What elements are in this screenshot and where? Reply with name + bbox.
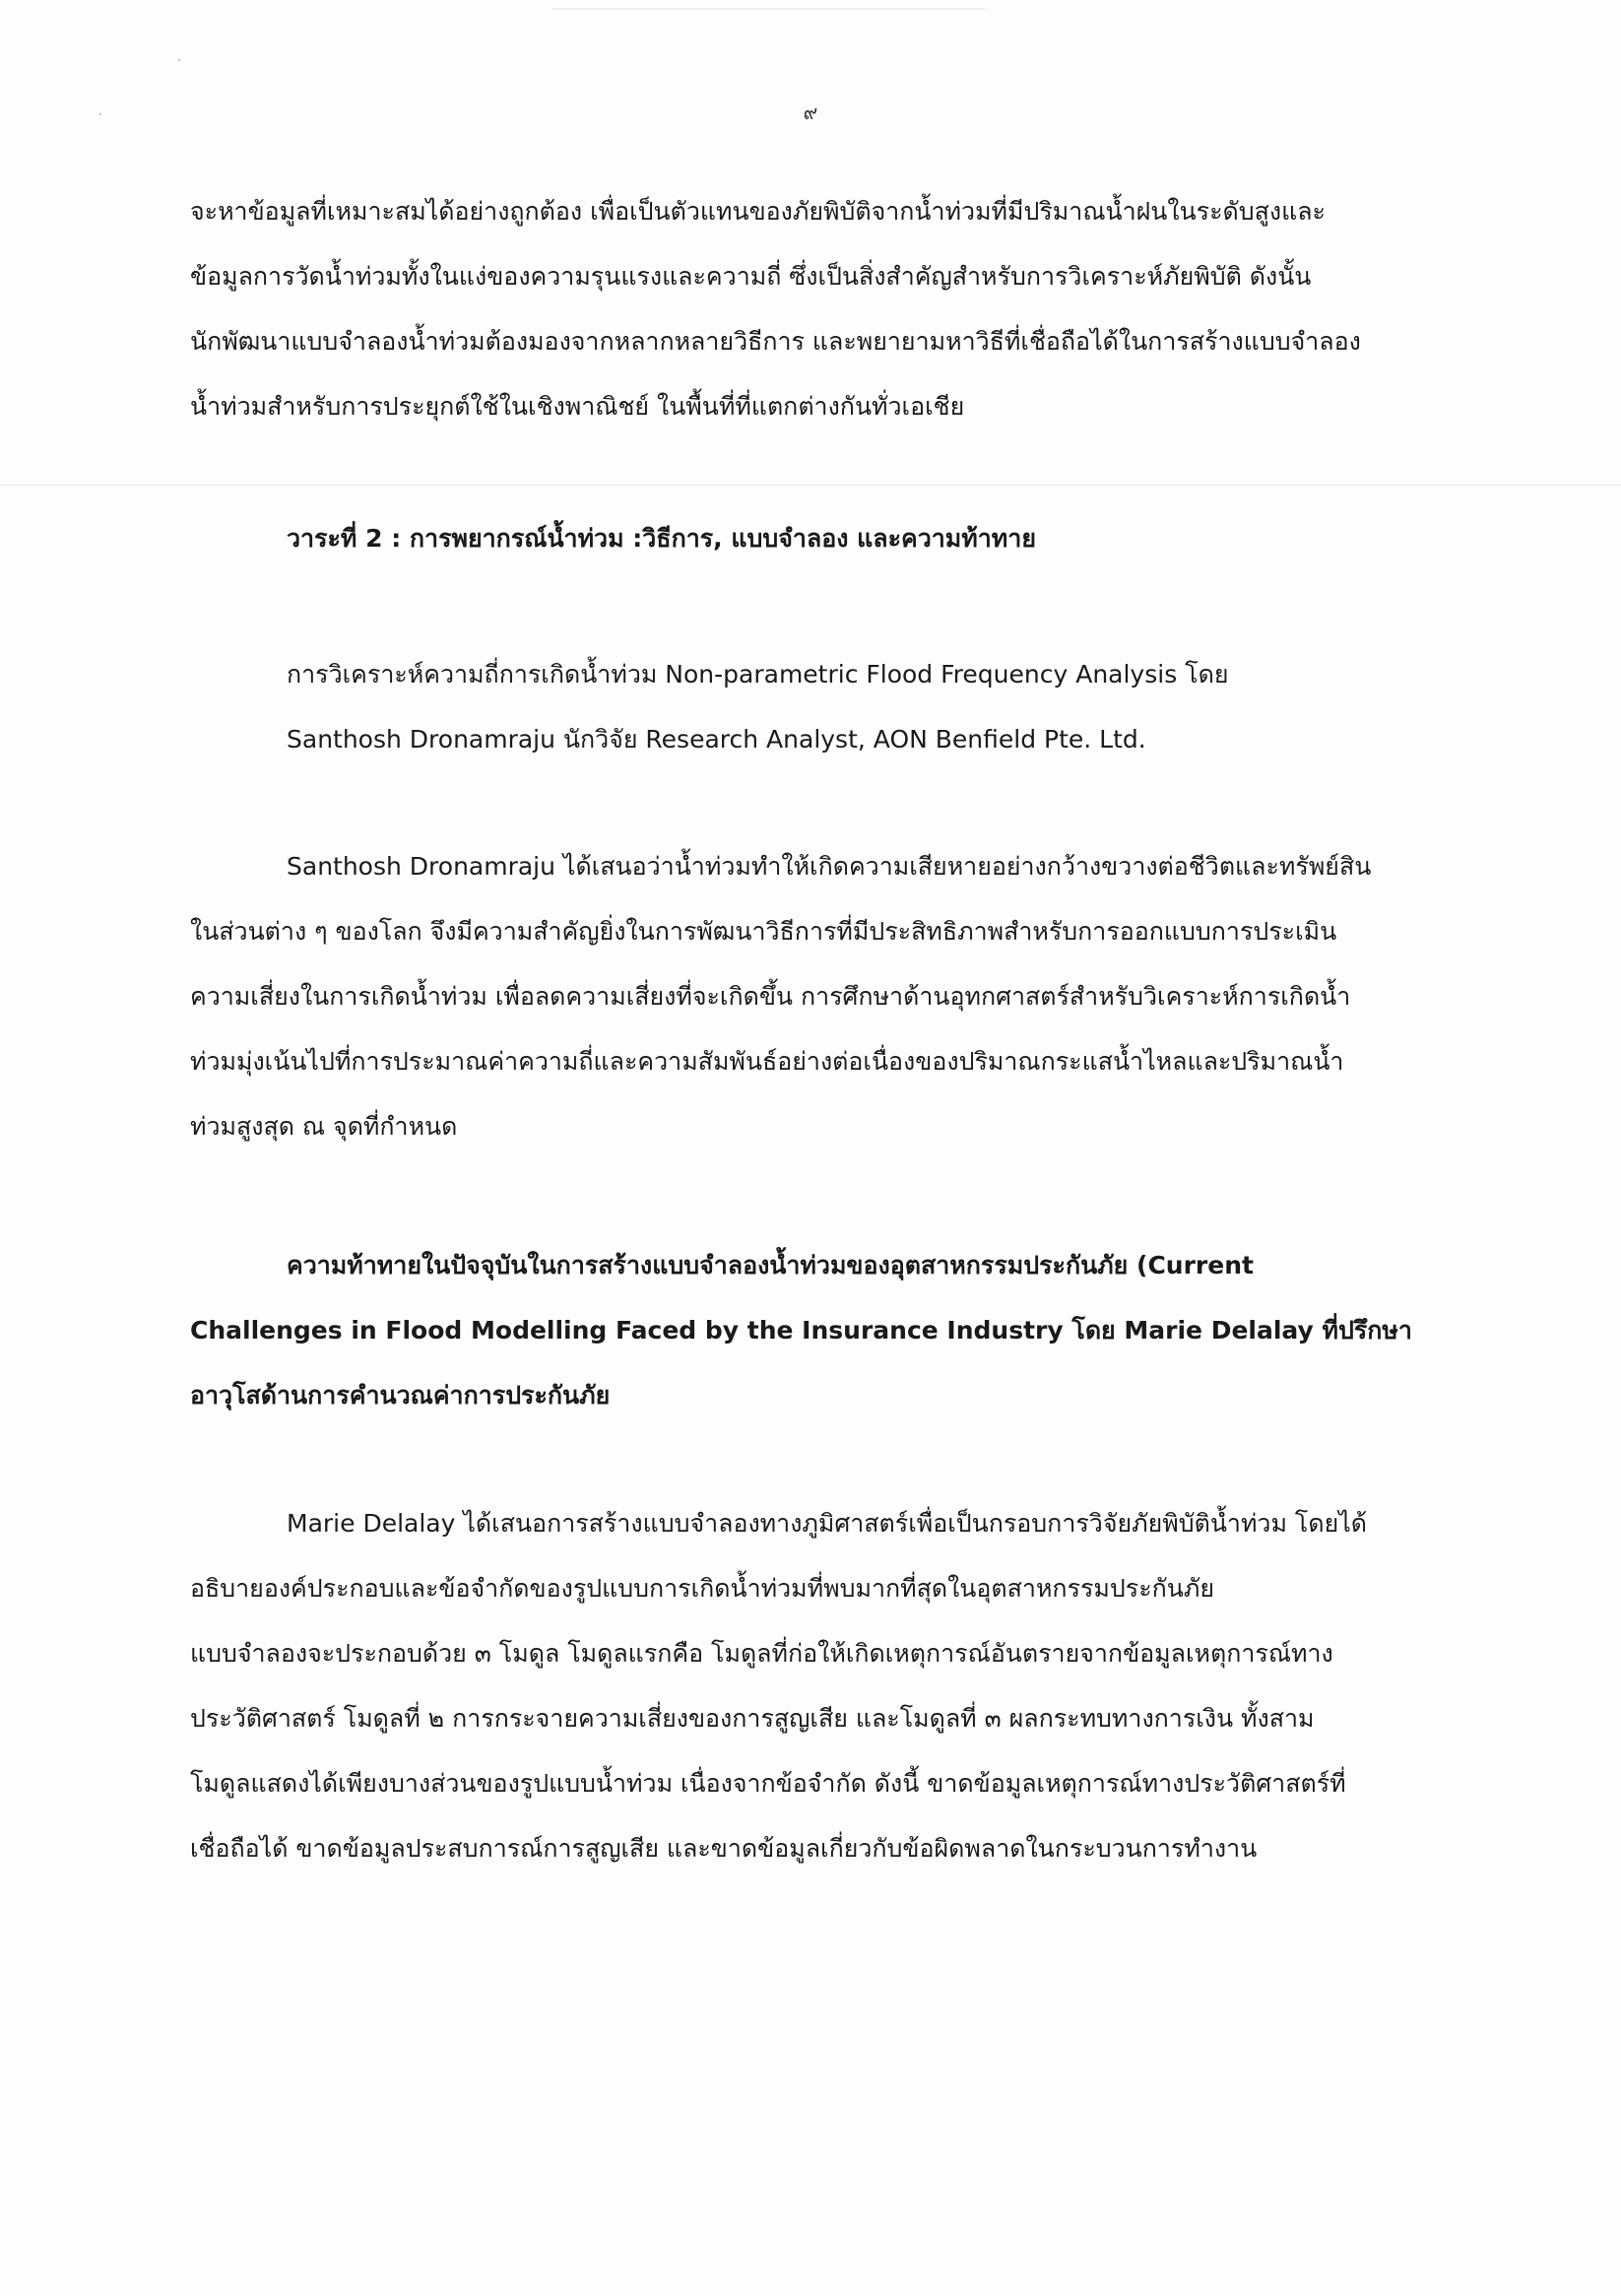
- scan-speck: [178, 59, 180, 61]
- text-line: ข้อมูลการวัดน้ำท่วมทั้งในแง่ของความรุนแรงและความถี่ ซึ่งเป็นสิ่งสำคัญสำหรับการวิเคราะห์ภัยพิบัติ ดังนั้น: [190, 262, 1312, 291]
- text-line: ประวัติศาสตร์ โมดูลที่ ๒ การกระจายความเสี่ยงของการสูญเสีย และโมดูลที่ ๓ ผลกระทบทางการเงิน ทั้งสาม: [190, 1704, 1315, 1733]
- talk-2-body: [190, 1491, 1460, 1881]
- talk-title-line: อาวุโสด้านการคำนวณค่าการประกันภัย: [190, 1381, 611, 1410]
- text-line: Santhosh Dronamraju ได้เสนอว่าน้ำท่วมทำให้เกิดความเสียหายอย่างกว้างขวางต่อชีวิตและทรัพย์สิน: [287, 852, 1372, 881]
- talk-2-title: [190, 1233, 1460, 1428]
- paragraph-intro: [190, 179, 1460, 439]
- scan-artifact-top: [551, 8, 985, 10]
- text-line: นักพัฒนาแบบจำลองน้ำท่วมต้องมองจากหลากหลายวิธีการ และพยายามหาวิธีที่เชื่อถือได้ในการสร้างแบบจำลอง: [190, 327, 1361, 356]
- talk-1-title: [190, 642, 1460, 772]
- text-line: ในส่วนต่าง ๆ ของโลก จึงมีความสำคัญยิ่งในการพัฒนาวิธีการที่มีประสิทธิภาพสำหรับการออกแบบการประเมิน: [190, 917, 1337, 946]
- talk-title-line: Santhosh Dronamraju นักวิจัย Research Analyst, AON Benfield Pte. Ltd.: [287, 725, 1146, 754]
- talk-title-line: Challenges in Flood Modelling Faced by the Insurance Industry โดย Marie Delalay ที่ปรึกษา: [190, 1316, 1412, 1345]
- scan-artifact-line: [0, 485, 1621, 486]
- talk-title-line: การวิเคราะห์ความถี่การเกิดน้ำท่วม Non-parametric Flood Frequency Analysis โดย: [287, 660, 1229, 689]
- text-line: จะหาข้อมูลที่เหมาะสมได้อย่างถูกต้อง เพื่อเป็นตัวแทนของภัยพิบัติจากน้ำท่วมที่มีปริมาณน้ำฝนในระดับสูงและ: [190, 197, 1326, 226]
- text-line: ท่วมสูงสุด ณ จุดที่กำหนด: [190, 1112, 458, 1141]
- text-line: ท่วมมุ่งเน้นไปที่การประมาณค่าความถี่และความสัมพันธ์อย่างต่อเนื่องของปริมาณกระแสน้ำไหลและปริมาณน้ำ: [190, 1047, 1344, 1076]
- text-line: น้ำท่วมสำหรับการประยุกต์ใช้ในเชิงพาณิชย์ ในพื้นที่ที่แตกต่างกันทั่วเอเชีย: [190, 392, 965, 421]
- text-line: Marie Delalay ได้เสนอการสร้างแบบจำลองทางภูมิศาสตร์เพื่อเป็นกรอบการวิจัยภัยพิบัติน้ำท่วม โดยได้: [287, 1509, 1368, 1538]
- agenda-heading-block: [190, 506, 1460, 571]
- talk-1-body: [190, 834, 1460, 1159]
- text-line: ความเสี่ยงในการเกิดน้ำท่วม เพื่อลดความเสี่ยงที่จะเกิดขึ้น การศึกษาด้านอุทกศาสตร์สำหรับวิเคราะห์การเกิดน้ำ: [190, 982, 1351, 1011]
- page-number: ๙: [803, 100, 818, 124]
- text-line: เชื่อถือได้ ขาดข้อมูลประสบการณ์การสูญเสีย และขาดข้อมูลเกี่ยวกับข้อผิดพลาดในกระบวนการทำงาน: [190, 1834, 1258, 1863]
- text-line: โมดูลแสดงได้เพียงบางส่วนของรูปแบบน้ำท่วม เนื่องจากข้อจำกัด ดังนี้ ขาดข้อมูลเหตุการณ์ทางประวัติศาสตร์ที่: [190, 1769, 1346, 1798]
- text-line: อธิบายองค์ประกอบและข้อจำกัดของรูปแบบการเกิดน้ำท่วมที่พบมากที่สุดในอุตสาหกรรมประกันภัย: [190, 1574, 1214, 1603]
- talk-title-line: ความท้าทายในปัจจุบันในการสร้างแบบจำลองน้ำท่วมของอุตสาหกรรมประกันภัย (Current: [287, 1251, 1254, 1279]
- text-line: แบบจำลองจะประกอบด้วย ๓ โมดูล โมดูลแรกคือ โมดูลที่ก่อให้เกิดเหตุการณ์อันตรายจากข้อมูลเหตุการณ์ทาง: [190, 1639, 1333, 1668]
- agenda-heading: วาระที่ 2 : การพยากรณ์น้ำท่วม :วิธีการ, แบบจำลอง และความท้าทาย: [287, 524, 1036, 553]
